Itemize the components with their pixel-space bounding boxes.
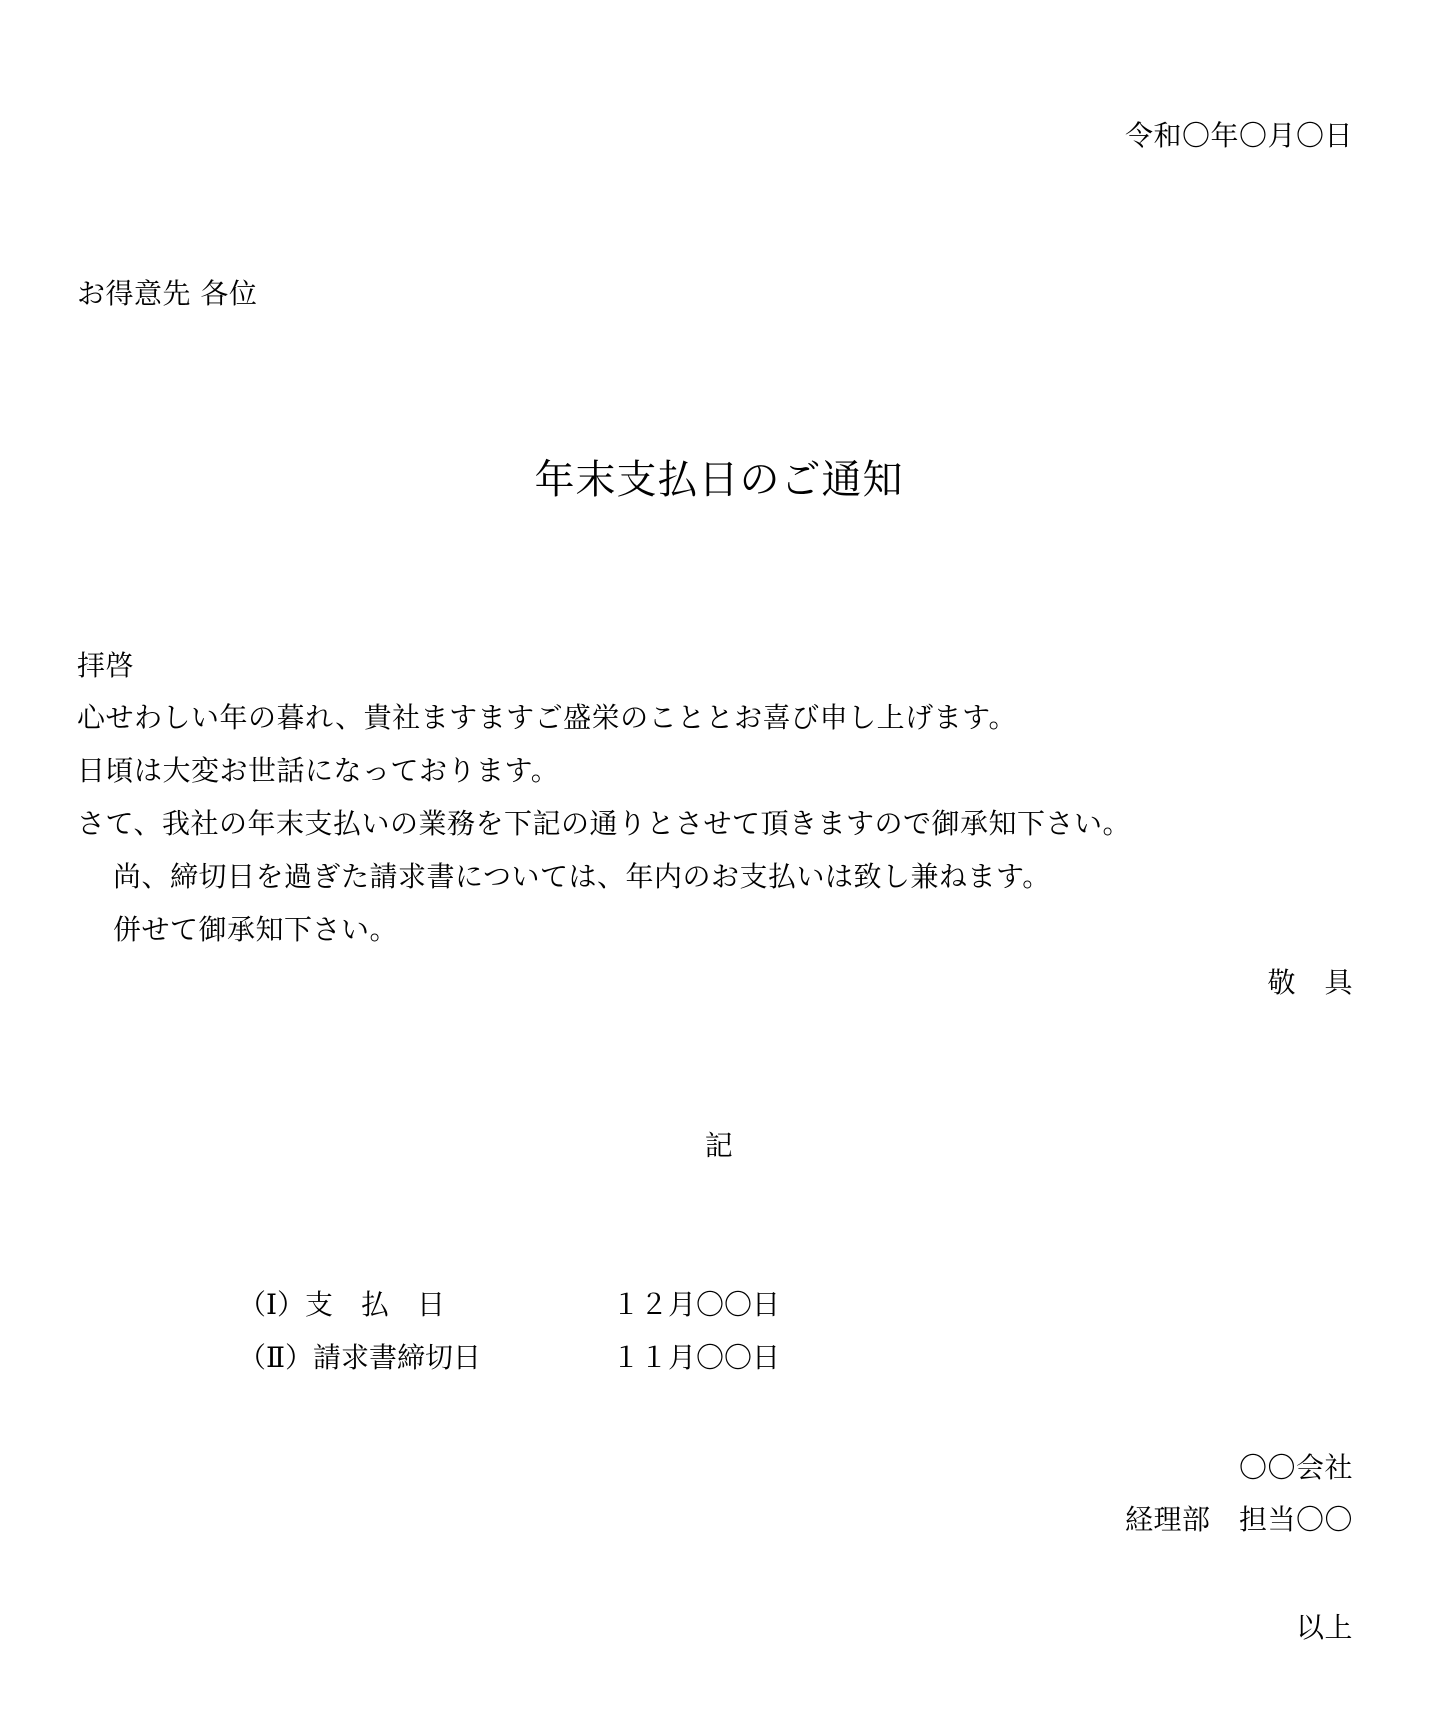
end-mark: 以上	[1295, 1611, 1353, 1644]
body-line-indented: 併せて御承知下さい。	[113, 913, 399, 946]
item-value: １１月〇〇日	[612, 1341, 781, 1374]
item-label: （Ⅱ）請求書締切日	[238, 1341, 482, 1374]
department-contact: 経理部 担当〇〇	[1124, 1503, 1353, 1536]
item-label: （Ⅰ）支 払 日	[238, 1288, 446, 1321]
body-line-indented: 尚、締切日を過ぎた請求書については、年内のお支払いは致し兼ねます。	[113, 860, 1051, 893]
body-line: 心せわしい年の暮れ、貴社ますますご盛栄のこととお喜び申し上げます。	[77, 701, 1017, 734]
closing-keigu: 敬 具	[1267, 966, 1353, 999]
company-name: 〇〇会社	[1238, 1451, 1353, 1484]
document-title: 年末支払日のご通知	[534, 457, 904, 503]
ki-heading: 記	[704, 1129, 734, 1162]
item-value: １２月〇〇日	[612, 1288, 781, 1321]
body-line: さて、我社の年末支払いの業務を下記の通りとさせて頂きますので御承知下さい。	[77, 807, 1131, 840]
body-line: 日頃は大変お世話になっております。	[77, 754, 560, 787]
document-date: 令和〇年〇月〇日	[1124, 119, 1353, 152]
recipient-line: お得意先 各位	[77, 277, 258, 310]
salutation: 拝啓	[77, 649, 135, 682]
